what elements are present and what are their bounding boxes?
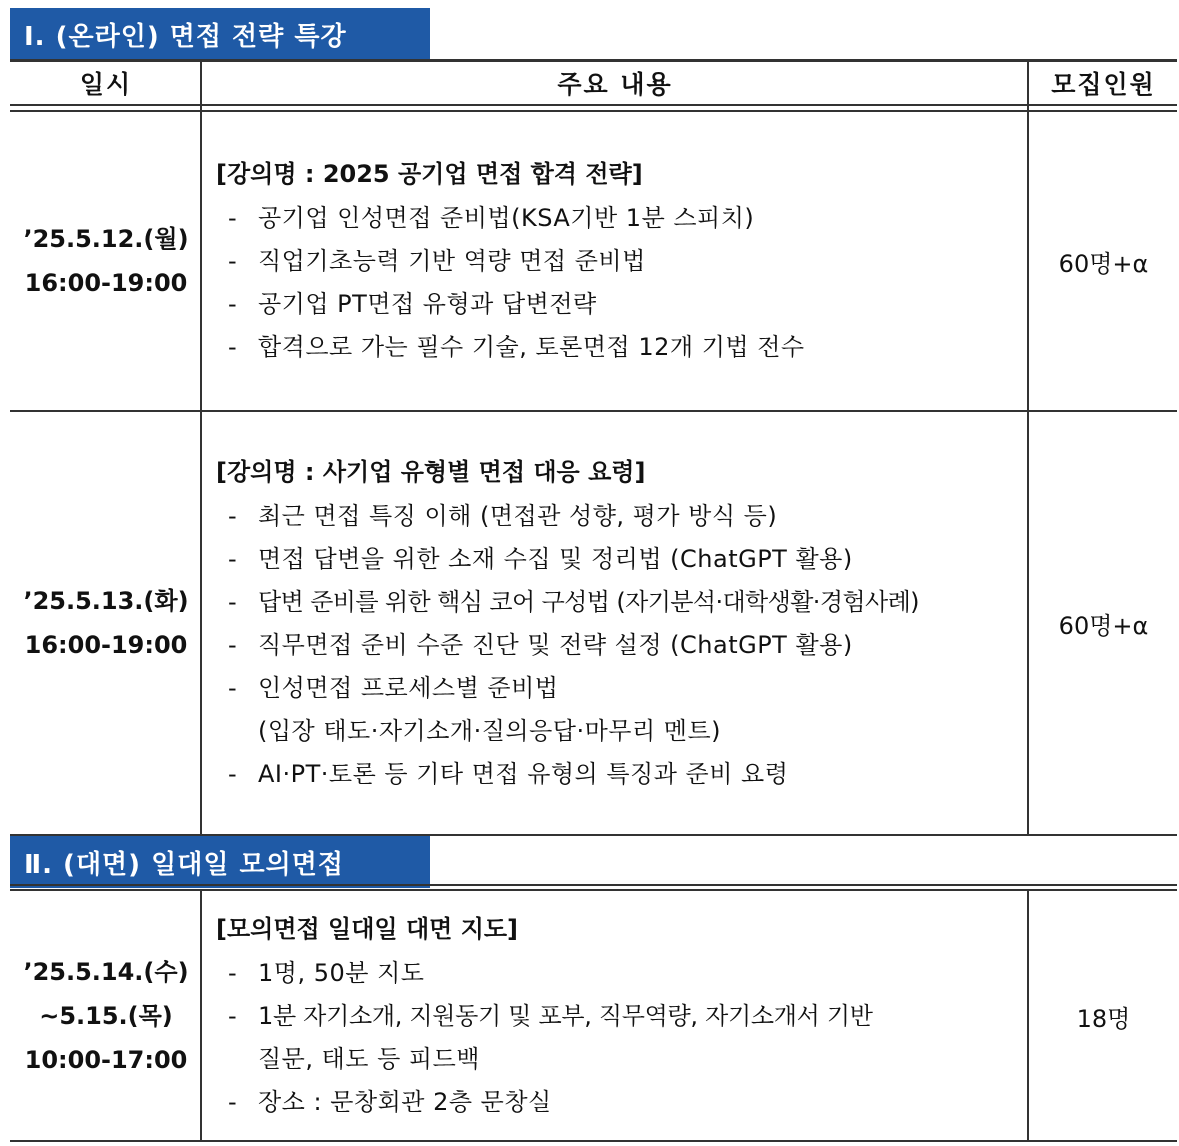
list-item: - 합격으로 가는 필수 기술, 토론면접 12개 기법 전수	[216, 326, 1022, 369]
list-item: - AI·PT·토론 등 기타 면접 유형의 특징과 준비 요령	[216, 753, 1022, 796]
list-item: - 1분 자기소개, 지원동기 및 포부, 직무역량, 자기소개서 기반	[216, 995, 1022, 1038]
bullet-dash: -	[228, 759, 237, 788]
list-item: - 인성면접 프로세스별 준비법	[216, 667, 1022, 710]
section-2-title: Ⅱ. (대면) 일대일 모의면접	[10, 836, 430, 888]
row1-date-time: 16:00-19:00	[24, 269, 188, 297]
bullet-dash: -	[228, 501, 237, 530]
bullet-dash: -	[228, 290, 237, 318]
row3-date-day: ’25.5.14.(수)	[23, 958, 189, 986]
bullet-dash: -	[228, 544, 237, 573]
bullet-dash: -	[228, 959, 237, 987]
section-2-header-rule-1	[10, 884, 1177, 886]
list-item-continuation: 질문, 태도 등 피드백	[258, 1045, 480, 1073]
col-rule-right	[1027, 62, 1029, 834]
bullet-dash: -	[228, 333, 237, 361]
section-1-title: Ⅰ. (온라인) 면접 전략 특강	[10, 8, 430, 60]
bullet-dash: -	[228, 587, 237, 616]
bullet-dash: -	[228, 1088, 237, 1116]
row2-date-day: ’25.5.13.(화)	[23, 587, 189, 615]
list-item: - 직업기초능력 기반 역량 면접 준비법	[216, 240, 1022, 283]
header-content: 주요 내용	[557, 70, 673, 99]
row3-date	[10, 891, 202, 1141]
row1-date-day: ’25.5.12.(월)	[23, 225, 189, 253]
header-bottom-rule-1	[10, 104, 1177, 106]
row2-date	[10, 412, 202, 834]
list-item: - 장소 : 문창회관 2층 문창실	[216, 1081, 1022, 1124]
row3-content-title: [모의면접 일대일 대면 지도]	[216, 915, 519, 943]
list-item: - 1명, 50분 지도	[216, 952, 1022, 995]
list-item: - 답변 준비를 위한 핵심 코어 구성법 (자기분석·대학생활·경험사례)	[216, 581, 1022, 624]
bullet-dash: -	[228, 204, 237, 232]
row3-content	[216, 891, 1022, 1141]
header-capacity: 모집인원	[1051, 70, 1156, 99]
row3-date-end: ~5.15.(목)	[39, 1002, 173, 1030]
row3-capacity: 18명	[1076, 1004, 1131, 1033]
list-item: - 면접 답변을 위한 소재 수집 및 정리법 (ChatGPT 활용)	[216, 538, 1022, 581]
list-item-continuation: (입장 태도·자기소개·질의응답·마무리 멘트)	[258, 716, 721, 745]
header-date: 일시	[79, 70, 133, 99]
row1-content	[216, 112, 1022, 410]
row2-content	[216, 412, 1022, 834]
table-bottom-rule	[10, 1140, 1177, 1142]
list-item: - 최근 면접 특징 이해 (면접관 성향, 평가 방식 등)	[216, 495, 1022, 538]
row1-date	[10, 112, 202, 410]
list-item: - 직무면접 준비 수준 진단 및 전략 설정 (ChatGPT 활용)	[216, 624, 1022, 667]
row1-lecture-title: [강의명 : 2025 공기업 면접 합격 전략]	[216, 160, 643, 188]
bullet-dash: -	[228, 673, 237, 702]
col-rule-right-2	[1027, 891, 1029, 1141]
bullet-dash: -	[228, 1002, 237, 1030]
list-item: - 공기업 인성면접 준비법(KSA기반 1분 스피치)	[216, 197, 1022, 240]
row3-date-time: 10:00-17:00	[24, 1046, 188, 1074]
row2-date-time: 16:00-19:00	[24, 631, 188, 659]
bullet-dash: -	[228, 630, 237, 659]
row2-lecture-title: [강의명 : 사기업 유형별 면접 대응 요령]	[216, 457, 646, 486]
row2-capacity: 60명+α	[1058, 611, 1149, 640]
list-item: - 공기업 PT면접 유형과 답변전략	[216, 283, 1022, 326]
bullet-dash: -	[228, 247, 237, 275]
row1-capacity: 60명+α	[1058, 249, 1149, 278]
